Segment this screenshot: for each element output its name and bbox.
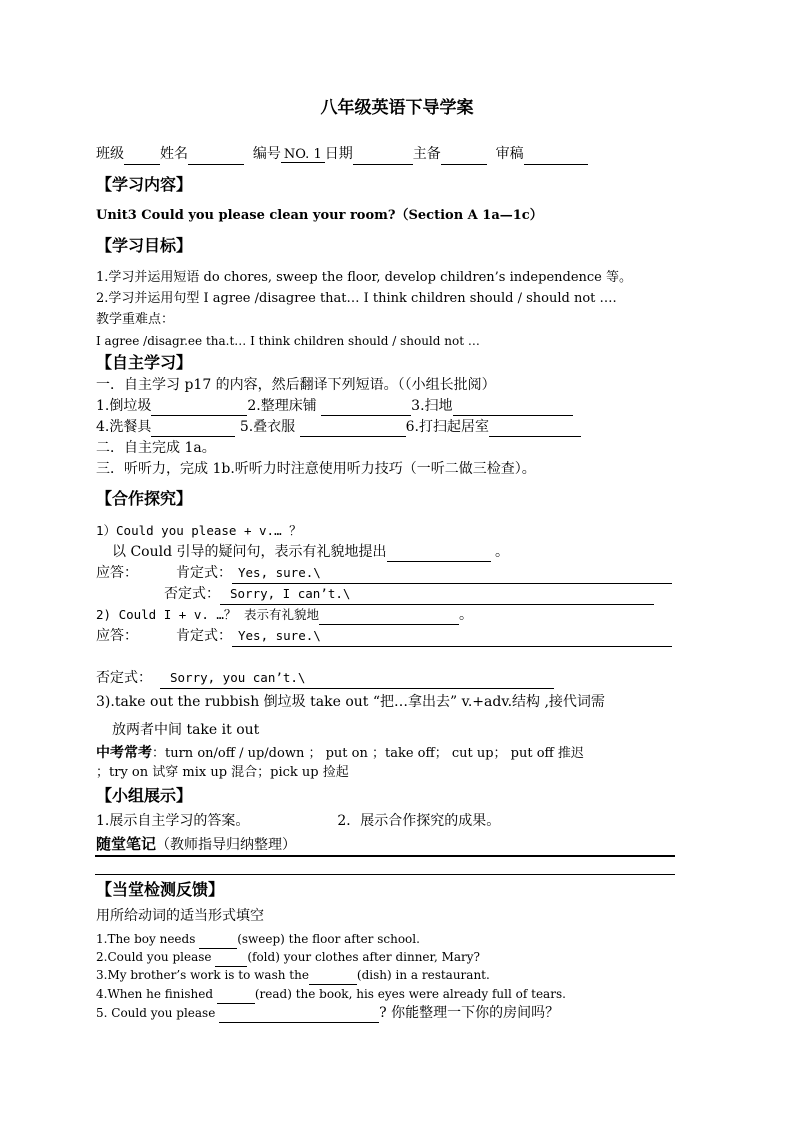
- exercise-4: [96, 984, 566, 1004]
- exercise-1: [96, 929, 420, 949]
- phrase-6: 6.打扫起居室: [405, 419, 489, 435]
- phrase-4-blank[interactable]: [151, 420, 235, 437]
- exercise-3-blank[interactable]: [309, 970, 357, 985]
- coop-neg-row-2: [96, 668, 554, 689]
- neg-answer-1: Sorry, I can’t.\: [220, 584, 654, 605]
- exercise-4-suffix: (read) the book, his eyes were already full of tears.: [254, 987, 566, 1001]
- exercise-3: [96, 965, 490, 985]
- period: 。: [458, 607, 473, 623]
- pos-answer-1: Yes, sure.\: [232, 563, 672, 584]
- phrase-2: 2.整理床铺: [247, 398, 317, 414]
- coop-q1-blank[interactable]: [387, 545, 491, 562]
- coop-q3: 3).take out the rubbish 倒垃圾 take out “把…拿出去” v.+adv.结构 ,接代词需: [96, 694, 605, 710]
- unit-line: Unit3 Could you please clean your room?（Section A 1a—1c）: [96, 208, 543, 223]
- notes-divider: [95, 855, 675, 857]
- exercise-2-suffix: (fold) your clothes after dinner, Mary?: [247, 950, 480, 964]
- exercise-4-blank[interactable]: [217, 989, 255, 1004]
- difficulty-text: I agree /disagr.ee tha.t… I think children should / should not …: [96, 334, 480, 348]
- group-row: [96, 811, 500, 831]
- page-title: 八年级英语下导学案: [320, 98, 474, 118]
- notes-label: 随堂笔记: [96, 835, 157, 853]
- coop-neg-row: [164, 584, 654, 605]
- lead-blank[interactable]: [441, 148, 487, 165]
- goal-1: 1.学习并运用短语 do chores, sweep the floor, develop children’s independence 等。: [96, 270, 633, 285]
- coop-q2-row: [96, 605, 473, 625]
- section-self-study-heading: 【自主学习】: [96, 353, 193, 372]
- self-study-3: 三．听听力，完成 1b.听听力时注意使用听力技巧（一听二做三检查）。: [96, 461, 536, 477]
- lead-label: 主备: [412, 146, 441, 162]
- exam-label: 中考常考: [96, 745, 152, 761]
- coop-q1: 1）Could you please + v.… ？: [96, 523, 302, 538]
- section-content-heading: 【学习内容】: [96, 175, 193, 194]
- exam-row-2: ；try on 试穿 mix up 混合；pick up 捡起: [96, 765, 349, 780]
- section-test-heading: 【当堂检测反馈】: [96, 880, 225, 899]
- exercise-5-blank[interactable]: [219, 1008, 379, 1023]
- name-blank[interactable]: [188, 148, 244, 165]
- class-blank[interactable]: [124, 148, 160, 165]
- header-fields: [96, 144, 588, 165]
- coop-q3-cont: 放两者中间 take it out: [112, 722, 260, 738]
- exercise-5-suffix: ? 你能整理一下你的房间吗？: [379, 1005, 560, 1021]
- section-cooperation-heading: 【合作探究】: [96, 489, 193, 508]
- coop-answer-row: [96, 563, 672, 584]
- exercise-3-suffix: (dish) in a restaurant.: [356, 968, 490, 982]
- exercise-5: [96, 1003, 559, 1023]
- name-label: 姓名: [160, 146, 188, 162]
- neg-label: 否定式：: [164, 586, 220, 602]
- phrase-1-blank[interactable]: [151, 399, 247, 416]
- neg-answer-2: Sorry, you can’t.\: [160, 668, 554, 689]
- phrase-6-blank[interactable]: [489, 420, 581, 437]
- coop-q1-desc-row: [112, 542, 509, 562]
- neg-label-2: 否定式：: [96, 670, 152, 686]
- phrase-row-2: [96, 417, 581, 437]
- phrase-3-blank[interactable]: [453, 399, 573, 416]
- notes-line: [95, 874, 675, 875]
- exercise-4-prefix: 4.When he finished: [96, 987, 217, 1001]
- answer-label: 应答：: [96, 565, 138, 581]
- coop-q2: 2) Could I + v. …？ 表示有礼貌地: [96, 607, 319, 622]
- notes-hint: （教师指导归纳整理）: [156, 837, 297, 853]
- exam-text-1: ：turn on/off / up/down ； put on ；take off； cut up； put off 推迟: [152, 746, 584, 761]
- exam-row-1: [96, 743, 584, 764]
- class-label: 班级: [96, 146, 124, 162]
- phrase-4: 4.洗餐具: [96, 419, 152, 435]
- phrase-1: 1.倒垃圾: [96, 398, 152, 414]
- pos-label: 肯定式：: [176, 565, 232, 581]
- group-item-2: 2．展示合作探究的成果。: [337, 813, 501, 829]
- exercise-1-suffix: (sweep) the floor after school.: [237, 932, 420, 946]
- review-label: 审稿: [495, 146, 524, 162]
- section-group-heading: 【小组展示】: [96, 786, 193, 805]
- exercise-3-prefix: 3.My brother’s work is to wash the: [96, 968, 309, 982]
- coop-answer-row-2: [96, 626, 672, 647]
- goal-2: 2.学习并运用句型 I agree /disagree that… I think children should / should not ….: [96, 291, 617, 306]
- exercise-1-prefix: 1.The boy needs: [96, 932, 200, 946]
- section-goals-heading: 【学习目标】: [96, 236, 193, 255]
- exercise-5-prefix: 5. Could you please: [96, 1006, 220, 1020]
- exercise-2-prefix: 2.Could you please: [96, 950, 216, 964]
- phrase-2-blank[interactable]: [321, 399, 411, 416]
- period: 。: [494, 544, 509, 560]
- review-blank[interactable]: [524, 148, 588, 165]
- answer-label: 应答：: [96, 628, 138, 644]
- coop-q1-desc: 以 Could 引导的疑问句，表示有礼貌地提出: [112, 544, 387, 560]
- number-value: NO. 1: [281, 147, 325, 163]
- test-instruction: 用所给动词的适当形式填空: [96, 908, 264, 924]
- difficulty-label: 教学重难点：: [96, 312, 175, 327]
- group-item-1: 1.展示自主学习的答案。: [96, 813, 250, 829]
- pos-answer-2: Yes, sure.\: [232, 626, 672, 647]
- coop-q2-blank[interactable]: [319, 608, 459, 625]
- pos-label: 肯定式：: [176, 628, 232, 644]
- self-study-1: 一．自主学习 p17 的内容，然后翻译下列短语。（（小组长批阅）: [96, 377, 496, 393]
- phrase-row-1: [96, 396, 573, 416]
- date-label: 日期: [324, 146, 353, 162]
- phrase-5-blank[interactable]: [300, 420, 406, 437]
- phrase-3: 3.扫地: [411, 398, 453, 414]
- phrase-5: 5.叠衣服: [239, 419, 296, 435]
- date-blank[interactable]: [353, 148, 413, 165]
- self-study-2: 二．自主完成 1a。: [96, 440, 216, 456]
- exercise-2: [96, 947, 480, 967]
- notes-row: [96, 834, 296, 855]
- number-label: 编号: [252, 146, 281, 162]
